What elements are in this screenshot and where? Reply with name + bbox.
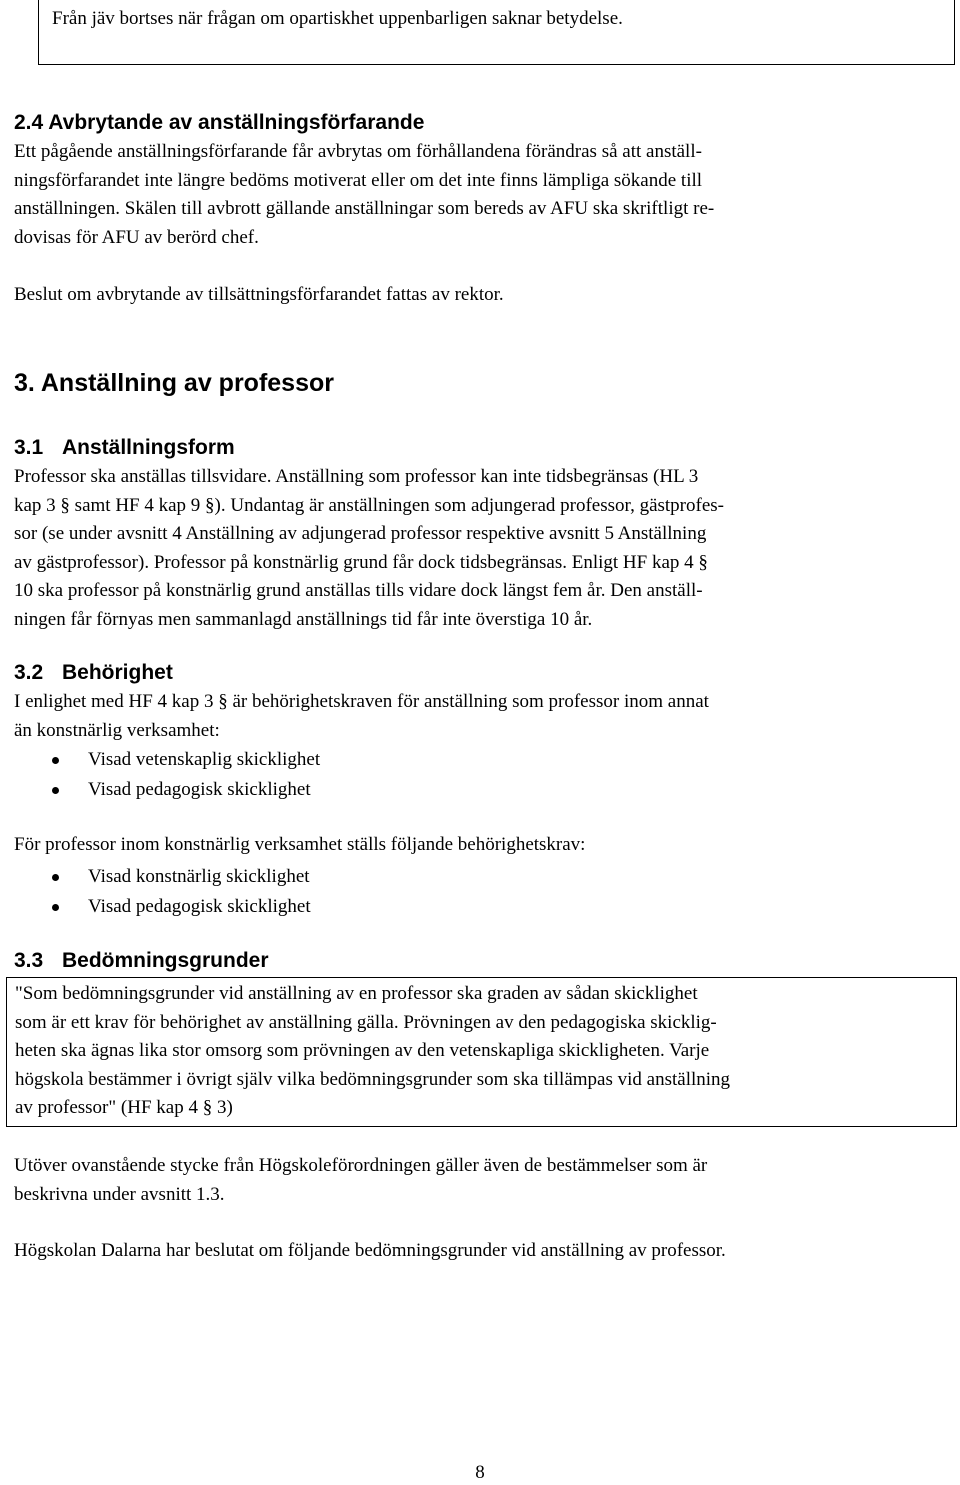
paragraph-line: Ett pågående anställningsförfarande får avbrytas om förhållandena förändras så att anställ- — [14, 141, 702, 162]
section-3-1-number: 3.1 — [14, 436, 44, 459]
list-item — [50, 892, 930, 922]
section-3-2-number: 3.2 — [14, 661, 44, 684]
paragraph-line: ningen får förnyas men sammanlagd anställnings tid får inte överstiga 10 år. — [14, 608, 593, 630]
bullet-icon — [52, 787, 59, 794]
section-3-3-title: Bedömningsgrunder — [62, 949, 269, 972]
paragraph-line: 10 ska professor på konstnärlig grund anställas tills vidare dock längst fem år. Den anställ- — [14, 580, 703, 601]
quote-line: av professor" (HF kap 4 § 3) — [15, 1097, 233, 1118]
paragraph-line: I enlighet med HF 4 kap 3 § är behörighetskraven för anställning som professor inom annat — [14, 691, 709, 712]
paragraph-line: sor (se under avsnitt 4 Anställning av adjungerad professor respektive avsnitt 5 Anställning — [14, 523, 707, 544]
section-2-4-heading: 2.4 Avbrytande av anställningsförfarande — [14, 111, 425, 134]
conflict-note-box — [38, 0, 955, 65]
list-item-text: Visad konstnärlig skicklighet — [88, 866, 310, 887]
section-3-2-title: Behörighet — [62, 661, 173, 684]
bullet-icon — [52, 874, 59, 881]
section-3-3-final: Högskolan Dalarna har beslutat om följande bedömningsgrunder vid anställning av professor. — [14, 1240, 726, 1261]
bullet-icon — [52, 757, 59, 764]
regulation-quote-box — [6, 977, 957, 1127]
quote-line: som är ett krav för behörighet av anställning gälla. Prövningen av den pedagogiska skicklig- — [15, 1011, 717, 1033]
section-3-3-number: 3.3 — [14, 949, 44, 972]
paragraph-line: dovisas för AFU av berörd chef. — [14, 226, 259, 248]
paragraph-line: anställningen. Skälen till avbrott gällande anställningar som bereds av AFU ska skriftligt re- — [14, 198, 715, 219]
section-3-3-paragraph — [14, 1152, 944, 1209]
section-3-1-title: Anställningsform — [62, 436, 235, 459]
paragraph-line: Utöver ovanstående stycke från Högskoleförordningen gäller även de bestämmelser som är — [14, 1155, 708, 1176]
paragraph-line: än konstnärlig verksamhet: — [14, 719, 220, 741]
bullet-icon — [52, 904, 59, 911]
conflict-note-text: Från jäv bortses när frågan om opartiskhet uppenbarligen saknar betydelse. — [52, 8, 623, 29]
list-item — [50, 775, 930, 805]
quote-line: högskola bestämmer i övrigt själv vilka bedömningsgrunder som ska tillämpas vid anställning — [15, 1068, 731, 1090]
section-3-1-heading — [14, 435, 235, 461]
section-2-4-paragraph — [14, 138, 944, 252]
section-3-3-heading — [14, 948, 269, 974]
paragraph-line: av gästprofessor). Professor på konstnärlig grund får dock tidsbegränsas. Enligt HF kap 4 § — [14, 551, 708, 573]
list-item-text: Visad vetenskaplig skicklighet — [88, 749, 321, 770]
paragraph-line: kap 3 § samt HF 4 kap 9 §). Undantag är anställningen som adjungerad professor, gästprofes- — [14, 494, 724, 516]
list-item-text: Visad pedagogisk skicklighet — [88, 779, 311, 800]
section-3-heading: 3. Anställning av professor — [14, 369, 334, 397]
section-3-2-paragraph — [14, 688, 944, 745]
paragraph-line: beskrivna under avsnitt 1.3. — [14, 1183, 225, 1205]
section-2-4-decision: Beslut om avbrytande av tillsättningsförfarandet fattas av rektor. — [14, 284, 504, 305]
list-item — [50, 745, 930, 775]
paragraph-line: Professor ska anställas tillsvidare. Anställning som professor kan inte tidsbegränsas (HL 3 — [14, 466, 699, 487]
page-number: 8 — [475, 1462, 485, 1483]
requirements-list-general — [50, 745, 930, 805]
section-3-2-artistic-intro: För professor inom konstnärlig verksamhet ställs följande behörighetskrav: — [14, 834, 586, 855]
list-item-text: Visad pedagogisk skicklighet — [88, 896, 311, 917]
requirements-list-artistic — [50, 862, 930, 922]
paragraph-line: ningsförfarandet inte längre bedöms motiverat eller om det inte finns lämpliga sökande till — [14, 169, 703, 191]
quote-line: "Som bedömningsgrunder vid anställning av en professor ska graden av sådan skicklighet — [15, 983, 698, 1004]
section-3-1-paragraph — [14, 463, 944, 634]
list-item — [50, 862, 930, 892]
quote-line: heten ska ägnas lika stor omsorg som prövningen av den vetenskapliga skickligheten. Varje — [15, 1040, 710, 1061]
section-3-2-heading — [14, 660, 173, 686]
